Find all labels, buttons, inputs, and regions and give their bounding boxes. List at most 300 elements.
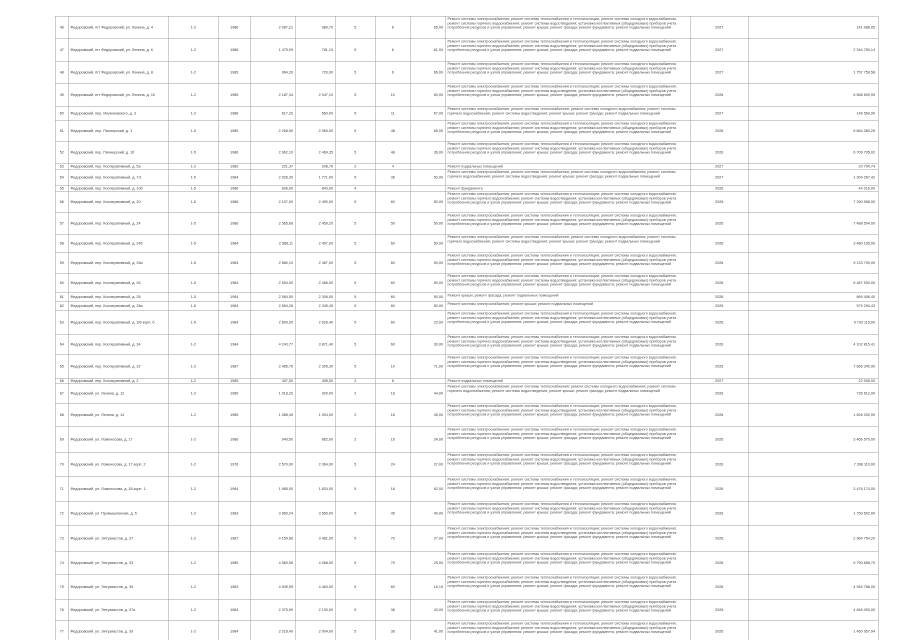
cell-number <box>55 84 68 107</box>
cell-cost <box>748 575 878 600</box>
cell-flats-text: 45 <box>390 510 395 516</box>
cell-plan-year <box>690 301 748 311</box>
cell-wear <box>410 621 445 640</box>
cell-flats-text: 60 <box>390 240 395 246</box>
cell-floors <box>335 273 375 293</box>
cell-area-living <box>295 213 335 235</box>
cell-cost <box>748 526 878 552</box>
cell-wear-text: 45,00 <box>433 412 443 417</box>
cell-address <box>68 427 168 453</box>
cell-flats <box>375 106 410 121</box>
cell-area-living-text: 3 461,00 <box>318 535 333 541</box>
cell-number-text: 68 <box>59 412 64 417</box>
cell-flats <box>375 477 410 502</box>
table-row <box>55 384 878 404</box>
cell-cost <box>748 39 878 62</box>
cell-flats-text: 6 <box>391 24 394 30</box>
cell-area-total <box>250 384 295 404</box>
cell-area-total <box>250 191 295 213</box>
cell-address-text: Федоровский, ул. Промышленная, д. 5 <box>70 510 137 516</box>
cell-wear-text: 65,00 <box>433 24 443 30</box>
cell-series <box>168 384 218 404</box>
cell-area-total <box>250 403 295 427</box>
cell-cost <box>748 403 878 427</box>
cell-floors-text: 5 <box>354 92 357 97</box>
cell-address-text: Федоровский, пер. Кооперативный, д. 26 <box>70 280 141 285</box>
cell-number <box>55 293 68 302</box>
cell-address <box>68 311 168 335</box>
cell-series-text: 1-5 <box>190 260 196 265</box>
cell-area-living-text: 843,00 <box>321 186 333 191</box>
cell-address-text: Федоровский, пер. Кооперативный, д. 26а <box>70 260 143 265</box>
cell-address-text: Федоровский, ул. Энтузиастов, д. 39 <box>70 628 134 634</box>
cell-area-total-text: 2 584,50 <box>278 294 293 299</box>
cell-works <box>445 121 690 142</box>
cell-area-living-text: 2 467,00 <box>318 260 333 265</box>
cell-year-built-text: 1986 <box>230 436 239 442</box>
cell-series <box>168 526 218 552</box>
cell-wear-text: 41,00 <box>433 628 443 634</box>
cell-number-text: 72 <box>59 510 64 516</box>
cell-number-text: 59 <box>59 260 64 265</box>
cell-area-living <box>295 253 335 274</box>
cell-works-text: Ремонт системы электроснабжения; ремонт системы теплоснабжения и теплоизоляции; ремонт системы холодного водоснабжения; ремонт системы горячего водоснабжения; ремонт системы водоотведения; установка коллективных (общедомовых) приборов учета потребления ресурсов и узлов управления; ремонт крыши; ремонт фасада; ремонт фундамента; ремонт подвальных помещений <box>447 253 677 267</box>
table-row <box>55 452 878 477</box>
cell-series-text: 1-2 <box>190 486 196 491</box>
cell-address-text: Федоровский, пер. Кооперативный, д. 24б <box>70 240 143 246</box>
cell-number-text: 67 <box>59 390 64 396</box>
cell-flats <box>375 301 410 311</box>
cell-wear <box>410 477 445 502</box>
cell-number <box>55 311 68 335</box>
cell-works-text: Ремонт системы электроснабжения; ремонт системы теплоснабжения и теплоизоляции; ремонт системы холодного водоснабжения; ремонт системы горячего водоснабжения; ремонт системы водоотведения; установка коллективных (общедомовых) приборов учета потребления ресурсов и узлов управления; ремонт крыши; ремонт фасада; ремонт фундамента; ремонт подвальных помещений <box>447 501 677 515</box>
cell-plan-year-text: 2026 <box>715 510 724 516</box>
cell-flats <box>375 121 410 142</box>
cell-area-total-text: 2 570,00 <box>278 461 293 467</box>
cell-number <box>55 106 68 121</box>
cell-year-built <box>218 355 250 379</box>
cell-area-living-text: 3 871,40 <box>318 341 333 347</box>
cell-area-total <box>250 301 295 311</box>
cell-area-total <box>250 427 295 453</box>
cell-plan-year-text: 2026 <box>715 560 724 565</box>
cell-area-total-text: 617,20 <box>281 110 293 116</box>
cell-floors <box>335 234 375 253</box>
cell-floors-text: 2 <box>354 378 357 383</box>
cell-flats <box>375 234 410 253</box>
cell-works-text: Ремонт системы электроснабжения; ремонт системы теплоснабжения; ремонт системы холодного водоснабжения; ремонт системы горячего водоснабжения; ремонт системы водоотведения; ремонт крыши; ремонт фасада; ремонт подвальных помещений <box>447 106 676 116</box>
cell-area-total-text: 2 586,11 <box>278 240 293 246</box>
cell-flats-text: 60 <box>390 584 395 589</box>
cell-flats <box>375 599 410 621</box>
cell-series <box>168 452 218 477</box>
cell-cost <box>748 621 878 640</box>
cell-floors-text: 5 <box>354 341 357 347</box>
cell-year-built <box>218 427 250 453</box>
cell-cost-text: 7 308 110,00 <box>853 461 875 467</box>
cell-address <box>68 477 168 502</box>
cell-area-total <box>250 293 295 302</box>
cell-wear-text: 50,00 <box>433 240 443 246</box>
table-row <box>55 575 878 600</box>
cell-floors-text: 5 <box>354 280 357 285</box>
cell-cost-text: 20 794,74 <box>858 164 875 169</box>
cell-year-built-text: 1984 <box>230 294 239 299</box>
cell-year-built-text: 1984 <box>230 303 239 308</box>
cell-floors-text: 5 <box>354 461 357 467</box>
cell-address-text: Федоровский, ул. Энтузиастов, д. 37 <box>70 535 134 541</box>
cell-wear <box>410 39 445 62</box>
cell-area-total <box>250 526 295 552</box>
cell-cost <box>748 427 878 453</box>
cell-plan-year <box>690 477 748 502</box>
table-row <box>55 273 878 293</box>
cell-number <box>55 141 68 164</box>
cell-area-living-text: 2 306,00 <box>318 294 333 299</box>
cell-address-text: Федоровский, пер. Кооперативный, д. 3/6 корп. б <box>70 319 155 325</box>
table-row <box>55 106 878 121</box>
cell-area-total <box>250 39 295 62</box>
cell-cost-text: 1 750 502,00 <box>853 510 875 516</box>
cell-floors-text: 5 <box>354 560 357 565</box>
cell-area-living <box>295 311 335 335</box>
cell-flats <box>375 253 410 274</box>
cell-wear <box>410 293 445 302</box>
cell-cost <box>748 213 878 235</box>
cell-area-living <box>295 551 335 575</box>
cell-area-total-text: 2 218,40 <box>278 628 293 634</box>
cell-area-living-text: 560,00 <box>321 110 333 116</box>
cell-floors-text: 5 <box>354 628 357 634</box>
table-row <box>55 501 878 526</box>
cell-address <box>68 301 168 311</box>
cell-year-built-text: 1985 <box>230 560 239 565</box>
table-row <box>55 355 878 379</box>
cell-floors <box>335 39 375 62</box>
cell-cost-text: 6 568 500,95 <box>853 92 875 97</box>
cell-flats-text: 6 <box>391 69 394 75</box>
table-row <box>55 621 878 640</box>
cell-area-total-text: 4 243,77 <box>278 341 293 347</box>
table-row <box>55 526 878 552</box>
cell-year-built-text: 1984 <box>230 280 239 285</box>
cell-series <box>168 403 218 427</box>
cell-plan-year <box>690 141 748 164</box>
cell-area-total-text: 4 560,56 <box>278 560 293 565</box>
cell-floors <box>335 621 375 640</box>
cell-floors <box>335 84 375 107</box>
cell-plan-year-text: 2026 <box>715 294 724 299</box>
cell-works-text: Ремонт системы электроснабжения; ремонт системы теплоснабжения и теплоизоляции; ремонт системы холодного водоснабжения; ремонт системы горячего водоснабжения; ремонт системы водоотведения; установка коллективных (общедомовых) приборов учета потребления ресурсов и узлов управления; ремонт крыши; ремонт фасада; ремонт фундамента; ремонт подвальных помещений <box>447 334 677 348</box>
cell-wear-text: 50,00 <box>433 199 443 204</box>
cell-year-built <box>218 39 250 62</box>
cell-works <box>445 501 690 526</box>
cell-cost-text: 7 488 594,00 <box>853 220 875 226</box>
cell-address <box>68 403 168 427</box>
cell-year-built <box>218 106 250 121</box>
cell-works <box>445 575 690 600</box>
table-row <box>55 141 878 164</box>
cell-address-text: Федоровский, пер. Кооперативный, д. 2 <box>70 378 139 383</box>
cell-series <box>168 501 218 526</box>
cell-plan-year-text: 2026 <box>715 240 724 246</box>
cell-year-built <box>218 301 250 311</box>
cell-number-text: 57 <box>59 220 64 226</box>
cell-wear <box>410 599 445 621</box>
cell-address-text: Федоровский, пгт Федоровский, ул. Ленина, д. 4 <box>70 24 153 30</box>
cell-area-living-text: 2 626,40 <box>318 319 333 325</box>
cell-year-built <box>218 273 250 293</box>
cell-flats-text: 60 <box>390 303 395 308</box>
cell-cost-text: 735 612,00 <box>856 390 875 396</box>
cell-works-text: Ремонт системы электроснабжения; ремонт системы теплоснабжения и теплоизоляции; ремонт системы холодного водоснабжения; ремонт системы горячего водоснабжения; ремонт системы водоотведения; установка коллективных (общедомовых) приборов учета потребления ресурсов и узлов управления; ремонт крыши; ремонт фасада; ремонт фундамента; ремонт подвальных помещений <box>447 452 677 466</box>
cell-works-text: Ремонт системы электроснабжения; ремонт системы теплоснабжения и теплоизоляции; ремонт системы холодного водоснабжения; ремонт системы горячего водоснабжения; ремонт системы водоотведения; установка коллективных (общедомовых) приборов учета потребления ресурсов и узлов управления; ремонт крыши; ремонт фасада; ремонт фундамента; ремонт подвальных помещений <box>447 599 677 613</box>
cell-plan-year-text: 2026 <box>715 149 724 155</box>
cell-cost-text: 6 706 795,02 <box>853 149 875 155</box>
cell-flats-text: 60 <box>390 341 395 347</box>
repair-program-table <box>55 16 879 640</box>
cell-number <box>55 191 68 213</box>
cell-flats <box>375 334 410 355</box>
cell-cost-text: 9 133 790,00 <box>853 260 875 265</box>
cell-series <box>168 121 218 142</box>
cell-area-living <box>295 403 335 427</box>
cell-series <box>168 273 218 293</box>
cell-plan-year-text: 2027 <box>715 24 724 30</box>
cell-number-text: 48 <box>59 69 64 75</box>
cell-flats <box>375 621 410 640</box>
cell-address <box>68 234 168 253</box>
cell-wear <box>410 273 445 293</box>
cell-works-text: Ремонт системы электроснабжения; ремонт системы теплоснабжения и теплоизоляции; ремонт системы холодного водоснабжения; ремонт системы горячего водоснабжения; ремонт системы водоотведения; установка коллективных (общедомовых) приборов учета потребления ресурсов и узлов управления; ремонт крыши; ремонт фасада; ремонт фундамента; ремонт подвальных помещений <box>447 84 677 98</box>
cell-works-text: Ремонт подвальных помещений <box>447 378 503 383</box>
cell-series-text: 1-5 <box>190 303 196 308</box>
cell-flats <box>375 311 410 335</box>
cell-year-built <box>218 169 250 186</box>
cell-series <box>168 106 218 121</box>
cell-address <box>68 526 168 552</box>
cell-cost <box>748 106 878 121</box>
cell-works-text: Ремонт системы электроснабжения; ремонт системы теплоснабжения и теплоизоляции; ремонт системы холодного водоснабжения; ремонт системы горячего водоснабжения; ремонт системы водоотведения; установка коллективных (общедомовых) приборов учета потребления ресурсов и узлов управления; ремонт крыши; ремонт фасада; ремонт фундамента; ремонт подвальных помещений <box>447 355 677 369</box>
cell-wear <box>410 311 445 335</box>
cell-series <box>168 427 218 453</box>
cell-flats-text: 48 <box>390 128 395 133</box>
cell-area-living-text: 1 771,00 <box>318 174 333 180</box>
cell-address-text: Федоровский, пгт Федоровский, ул. Ленина, д. 6 <box>70 47 153 52</box>
cell-number <box>55 403 68 427</box>
cell-address-text: Федоровский, ул. Ленина, д. 14 <box>70 412 125 417</box>
cell-cost-text: 4 845 093,00 <box>853 607 875 612</box>
cell-flats <box>375 551 410 575</box>
cell-floors <box>335 141 375 164</box>
cell-wear-text: 62,00 <box>433 486 443 491</box>
cell-year-built-text: 1984 <box>230 341 239 347</box>
cell-year-built <box>218 121 250 142</box>
cell-cost-text: 1 757 759,58 <box>853 69 875 75</box>
table-row <box>55 293 878 302</box>
table-row <box>55 84 878 107</box>
cell-cost <box>748 301 878 311</box>
cell-wear <box>410 16 445 39</box>
cell-floors-text: 5 <box>354 240 357 246</box>
cell-number-text: 53 <box>59 164 64 169</box>
cell-number <box>55 301 68 311</box>
cell-plan-year <box>690 599 748 621</box>
cell-number-text: 69 <box>59 436 64 442</box>
cell-flats <box>375 213 410 235</box>
cell-cost <box>748 293 878 302</box>
cell-wear <box>410 575 445 600</box>
cell-flats <box>375 427 410 453</box>
cell-floors-text: 5 <box>354 303 357 308</box>
cell-area-living-text: 208,70 <box>321 164 333 169</box>
cell-number-text: 76 <box>59 607 64 612</box>
cell-wear <box>410 427 445 453</box>
cell-address <box>68 121 168 142</box>
cell-plan-year <box>690 61 748 84</box>
cell-floors <box>335 106 375 121</box>
cell-area-total <box>250 141 295 164</box>
cell-plan-year <box>690 213 748 235</box>
cell-area-living <box>295 16 335 39</box>
cell-series-text: 1-2 <box>190 461 196 467</box>
cell-flats-text: 16 <box>390 390 395 396</box>
cell-works-text: Ремонт крыши; ремонт фасада; ремонт подвальных помещений <box>447 293 559 298</box>
cell-number <box>55 621 68 640</box>
cell-flats-text: 24 <box>390 461 395 467</box>
cell-cost <box>748 253 878 274</box>
cell-wear-text: 67,00 <box>433 110 443 116</box>
cell-floors <box>335 191 375 213</box>
cell-plan-year-text: 2026 <box>715 220 724 226</box>
cell-number-text: 66 <box>59 378 64 383</box>
table-row <box>55 334 878 355</box>
cell-number-text: 46 <box>59 24 64 30</box>
cell-number-text: 62 <box>59 303 64 308</box>
cell-area-total-text: 2 565,66 <box>278 220 293 226</box>
cell-series-text: 1-2 <box>190 628 196 634</box>
cell-address <box>68 452 168 477</box>
cell-address <box>68 501 168 526</box>
cell-address-text: Федоровский, пгт Федоровский, ул. Ленина, д. 8 <box>70 69 153 75</box>
cell-wear <box>410 355 445 379</box>
cell-series <box>168 334 218 355</box>
cell-area-living-text: 781,10 <box>321 47 333 52</box>
cell-year-built-text: 1983 <box>230 510 239 516</box>
cell-year-built-text: 1985 <box>230 390 239 396</box>
cell-year-built <box>218 141 250 164</box>
cell-area-living-text: 4 463,00 <box>318 584 333 589</box>
cell-area-total <box>250 621 295 640</box>
cell-plan-year-text: 2026 <box>715 436 724 442</box>
cell-wear <box>410 384 445 404</box>
cell-plan-year-text: 2026 <box>715 584 724 589</box>
cell-address <box>68 39 168 62</box>
table-row <box>55 403 878 427</box>
cell-number-text: 60 <box>59 280 64 285</box>
cell-year-built-text: 1983 <box>230 584 239 589</box>
cell-number <box>55 427 68 453</box>
table-row <box>55 191 878 213</box>
cell-wear <box>410 551 445 575</box>
cell-year-built-text: 1984 <box>230 486 239 491</box>
cell-address-text: Федоровский, пер. Кооперативный, д. 28 <box>70 294 141 299</box>
cell-number <box>55 39 68 62</box>
cell-wear-text: 50,00 <box>433 294 443 299</box>
cell-year-built-text: 1985 <box>230 128 239 133</box>
cell-address <box>68 141 168 164</box>
cell-area-living-text: 2 130,00 <box>318 607 333 612</box>
cell-series-text: 1-5 <box>190 149 196 155</box>
cell-cost-text: 1 626 030,00 <box>853 412 875 417</box>
cell-address-text: Федоровский, ул. Ломоносова, д. 17 <box>70 436 133 442</box>
cell-area-total <box>250 106 295 121</box>
cell-number-text: 65 <box>59 363 64 369</box>
cell-works <box>445 234 690 253</box>
cell-floors <box>335 384 375 404</box>
cell-series <box>168 61 218 84</box>
cell-flats-text: 60 <box>390 199 395 204</box>
cell-works <box>445 106 690 121</box>
cell-flats <box>375 16 410 39</box>
cell-year-built <box>218 84 250 107</box>
cell-area-total-text: 221,37 <box>281 164 293 169</box>
cell-floors <box>335 599 375 621</box>
cell-area-living-text: 1 004,00 <box>318 412 333 417</box>
cell-series-text: 1-2 <box>190 510 196 516</box>
cell-area-total-text: 2 594,00 <box>278 280 293 285</box>
cell-area-total <box>250 311 295 335</box>
cell-works-text: Ремонт системы электроснабжения; ремонт системы теплоснабжения и теплоизоляции; ремонт системы холодного водоснабжения; ремонт системы горячего водоснабжения; ремонт системы водоотведения; установка коллективных (общедомовых) приборов учета потребления ресурсов и узлов управления; ремонт крыши; ремонт фасада; ремонт фундамента; ремонт подвальных помещений <box>447 551 677 565</box>
cell-cost-text: 6 487 930,00 <box>853 280 875 285</box>
cell-floors <box>335 121 375 142</box>
cell-area-total <box>250 551 295 575</box>
cell-area-living <box>295 234 335 253</box>
cell-floors <box>335 213 375 235</box>
cell-works <box>445 141 690 164</box>
cell-address <box>68 384 168 404</box>
cell-area-total-text: 1 018,20 <box>278 390 293 396</box>
cell-number <box>55 575 68 600</box>
cell-flats-text: 50 <box>390 220 395 226</box>
cell-works-text: Ремонт системы электроснабжения; ремонт системы теплоснабжения и теплоизоляции; ремонт системы холодного водоснабжения; ремонт системы горячего водоснабжения; ремонт системы водоотведения; установка коллективных (общедомовых) приборов учета потребления ресурсов и узлов управления; ремонт крыши; ремонт фасада; ремонт фундамента; ремонт подвальных помещений <box>447 213 677 227</box>
cell-cost-text: 579 294,43 <box>856 303 875 308</box>
cell-plan-year-text: 2026 <box>715 486 724 491</box>
cell-year-built-text: 1985 <box>230 92 239 97</box>
cell-cost-text: 3 476 174,00 <box>853 486 875 491</box>
cell-wear <box>410 234 445 253</box>
cell-number <box>55 501 68 526</box>
cell-works-text: Ремонт системы электроснабжения; ремонт системы теплоснабжения и теплоизоляции; ремонт системы холодного водоснабжения; ремонт системы горячего водоснабжения; ремонт системы водоотведения; установка коллективных (общедомовых) приборов учета потребления ресурсов и узлов управления; ремонт крыши; ремонт фасада; ремонт фундамента; ремонт подвальных помещений <box>447 16 677 30</box>
cell-works <box>445 39 690 62</box>
cell-area-total <box>250 477 295 502</box>
table-row <box>55 234 878 253</box>
cell-wear <box>410 84 445 107</box>
cell-series <box>168 301 218 311</box>
cell-cost-text: 9 793 115,00 <box>853 319 875 325</box>
table-row <box>55 477 878 502</box>
cell-number <box>55 121 68 142</box>
cell-flats-text: 10 <box>390 363 395 369</box>
cell-series <box>168 311 218 335</box>
cell-address <box>68 106 168 121</box>
cell-plan-year-text: 2026 <box>715 260 724 265</box>
cell-wear <box>410 501 445 526</box>
cell-works-text: Ремонт системы электроснабжения; ремонт системы теплоснабжения и теплоизоляции; ремонт системы холодного водоснабжения; ремонт системы горячего водоснабжения; ремонт системы водоотведения; установка коллективных (общедомовых) приборов учета потребления ресурсов и узлов управления; ремонт крыши; ремонт фасада; ремонт фундамента; ремонт подвальных помещений <box>447 526 677 540</box>
cell-plan-year-text: 2026 <box>715 128 724 133</box>
cell-year-built <box>218 575 250 600</box>
cell-year-built <box>218 293 250 302</box>
